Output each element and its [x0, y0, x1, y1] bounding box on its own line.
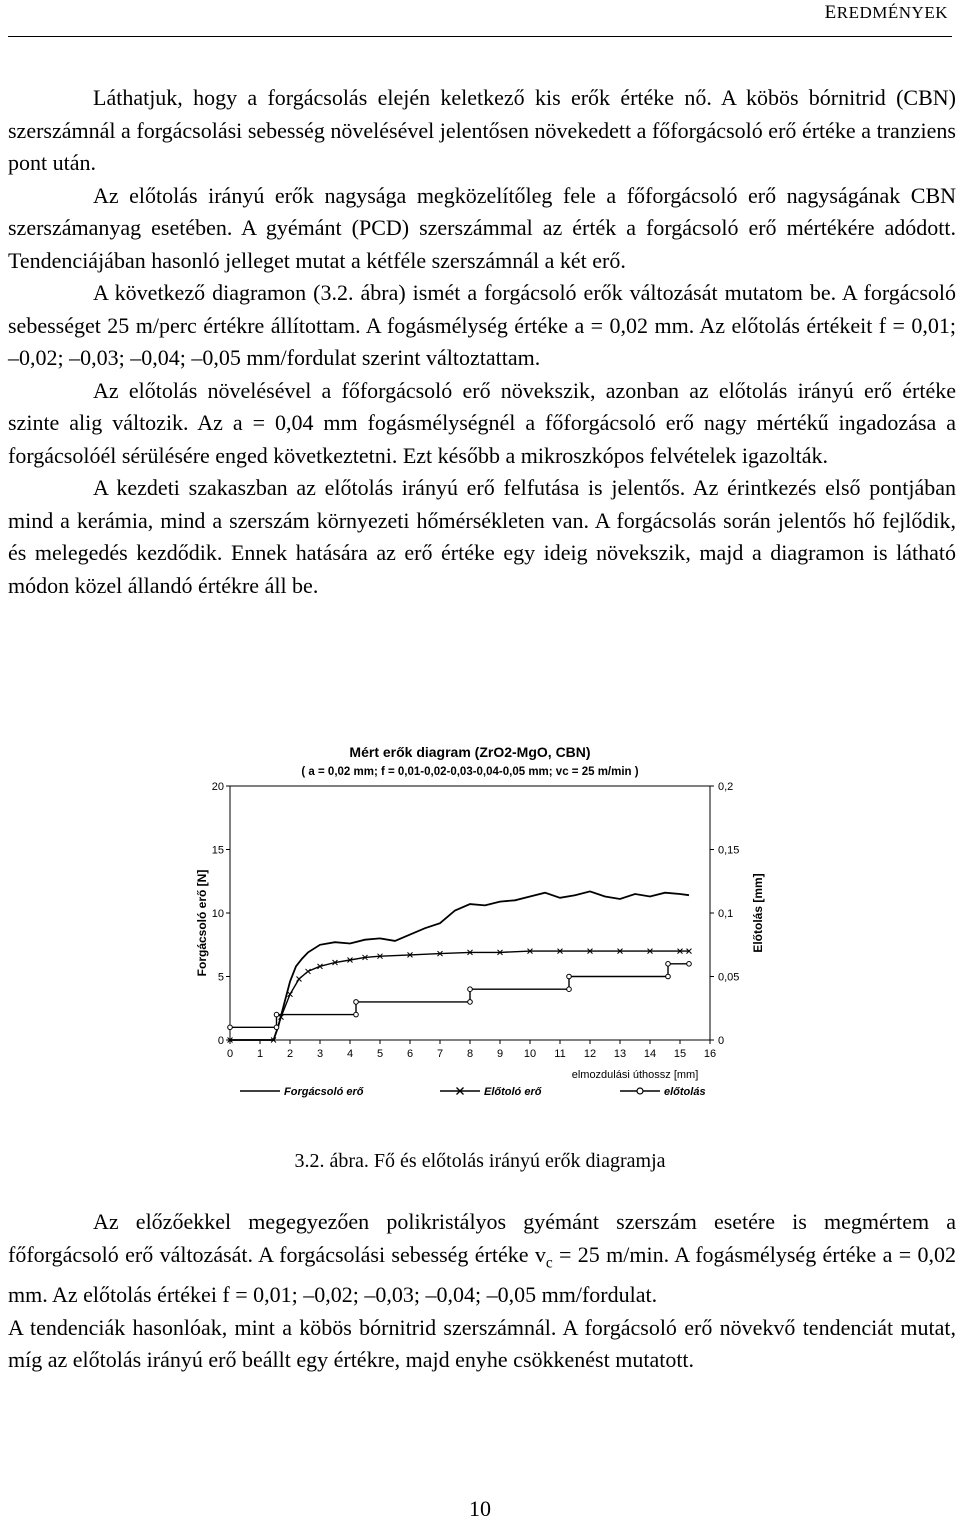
y-tick-label: 5 — [217, 971, 224, 984]
header-initial: E — [824, 2, 837, 23]
x-tick-label: 16 — [703, 1048, 717, 1060]
data-point — [468, 1000, 473, 1005]
data-point — [687, 962, 692, 967]
data-point — [274, 1012, 279, 1017]
data-point — [274, 1025, 279, 1030]
x-tick-label: 2 — [286, 1048, 294, 1060]
x-tick-label: 3 — [316, 1048, 324, 1060]
x-tick-label: 0 — [226, 1048, 234, 1060]
x-tick-label: 6 — [406, 1048, 414, 1060]
paragraph: A kezdeti szakaszban az előtolás irányú erő felfutása is jelentős. Az érintkezés első pontjában mind a kerámia, mind a szerszám környezeti hőmérsékleten van. A forgácsolás során jelentős hő fejlődik, és melegedés kezdődik. Ennek hatására az erő értéke egy ideig növekszik, majd a diagramon is látható módon közel állandó értékre áll be. — [8, 475, 956, 598]
data-point — [468, 987, 473, 992]
y-tick-label: 0 — [217, 1035, 224, 1047]
y2-tick-label: 0,2 — [718, 781, 734, 793]
x-tick-label: 14 — [643, 1048, 657, 1060]
y2-tick-label: 0 — [718, 1035, 725, 1047]
x-tick-label: 5 — [376, 1048, 384, 1060]
header-rule — [8, 36, 952, 37]
axes — [212, 781, 740, 1060]
y-tick-label: 20 — [211, 781, 224, 793]
y2-axis-label: Előtolás [mm] — [751, 873, 765, 953]
paragraph: Az előtolás növelésével a főforgácsoló erő növekszik, azonban az előtolás irányú erő értéke szinte alig változik. Az a = 0,04 mm fogásmélységnél a főforgácsoló erő nagy mértékű ingadozása a forgácsolóél sérülésére enged következtetni. Ezt később a mikroszkópos felvételek igazolták. — [8, 377, 956, 468]
header-rest: REDMÉNYEK — [836, 3, 948, 22]
x-tick-label: 11 — [554, 1048, 566, 1060]
series-line-3 — [230, 964, 689, 1028]
y2-tick-label: 0,15 — [718, 844, 740, 857]
figure-caption: 3.2. ábra. Fő és előtolás irányú erők diagramja — [294, 1150, 666, 1172]
y2-tick-label: 0,05 — [718, 971, 740, 984]
x-tick-label: 1 — [256, 1048, 264, 1060]
legend — [240, 1086, 706, 1098]
data-point — [297, 977, 302, 982]
series-line-1 — [230, 891, 689, 1040]
x-tick-label: 9 — [496, 1048, 504, 1060]
x-tick-label: 13 — [613, 1048, 627, 1060]
paragraph: A következő diagramon (3.2. ábra) ismét a forgácsoló erők változását mutatom be. A forgácsoló sebességet 25 m/perc értékre állítottam. A fogásmélység értéke a = 0,02 mm. Az előtolás értékeit f = 0,01; –0,02; –0,03; –0,04; –0,05 mm/fordulat szerint változtattam. — [8, 280, 956, 370]
running-header — [825, 2, 948, 24]
legend-label: Előtoló erő — [484, 1086, 542, 1098]
y-tick-label: 10 — [211, 908, 224, 920]
data-point — [567, 987, 572, 992]
x-tick-label: 15 — [673, 1048, 687, 1060]
paragraph-text: = 25 m/min. A fogásmélység értéke a = 0,02 mm. Az előtolás értékei f = 0,01; –0,02; –0,03; –0,04; –0,05 mm/fordulat. — [8, 1241, 956, 1308]
x-tick-label: 8 — [466, 1048, 474, 1060]
body-text-bottom — [8, 1206, 956, 1377]
legend-label: előtolás — [664, 1086, 706, 1098]
chart-title: Mért erők diagram (ZrO2-MgO, CBN) — [349, 744, 591, 760]
x-tick-label: 10 — [523, 1048, 537, 1060]
data-point — [666, 974, 671, 979]
series-line-2 — [230, 951, 689, 1040]
data-point — [666, 962, 671, 967]
data-point — [354, 1000, 359, 1005]
subscript: c — [545, 1253, 553, 1271]
data-point — [228, 1025, 233, 1030]
force-chart — [180, 736, 780, 1116]
x-tick-label: 4 — [346, 1048, 354, 1060]
paragraph-text: Az előzőekkel megegyezően polikristályos gyémánt szerszám esetére is megmértem a főforgácsoló erő változását. A forgácsolási sebesség értéke v — [8, 1209, 956, 1267]
y-tick-label: 15 — [211, 844, 224, 857]
x-axis-label: elmozdulási úthossz [mm] — [571, 1069, 699, 1081]
paragraph — [8, 1206, 956, 1312]
y-axis-label: Forgácsoló erő [N] — [195, 869, 209, 977]
data-point — [567, 974, 572, 979]
series — [228, 891, 692, 1042]
paragraph: Az előtolás irányú erők nagysága megközelítőleg fele a főforgácsoló erő nagyságának CBN szerszámanyag esetében. A gyémánt (PCD) szerszámmal az érték a forgácsoló erő mértékére adódott. Tendenciájában hasonló jelleget mutat a kétféle szerszámnál a két erő. — [8, 182, 956, 273]
y2-tick-label: 0,1 — [718, 908, 734, 920]
x-tick-label: 7 — [436, 1048, 444, 1060]
legend-label: Forgácsoló erő — [284, 1086, 364, 1098]
data-point — [354, 1012, 359, 1017]
page-number: 10 — [469, 1496, 491, 1521]
body-text-top — [8, 82, 956, 602]
paragraph: Láthatjuk, hogy a forgácsolás elején keletkező kis erők értéke nő. A köbös bórnitrid (CBN) szerszámnál a forgácsolási sebesség növelésével jelentősen növekedett a főforgácsoló erő értéke a tranziens pont után. — [8, 85, 956, 175]
legend-marker-circle — [637, 1088, 643, 1094]
paragraph: A tendenciák hasonlóak, mint a köbös bórnitrid szerszámnál. A forgácsoló erő növekvő tendenciát mutat, míg az előtolás irányú erő beállt egy értékre, majd enyhe csökkenést mutatott. — [8, 1314, 956, 1373]
x-tick-label: 12 — [583, 1048, 597, 1060]
data-point — [306, 969, 311, 974]
chart-subtitle: ( a = 0,02 mm; f = 0,01-0,02-0,03-0,04-0,05 mm; vc = 25 m/min ) — [301, 766, 639, 778]
